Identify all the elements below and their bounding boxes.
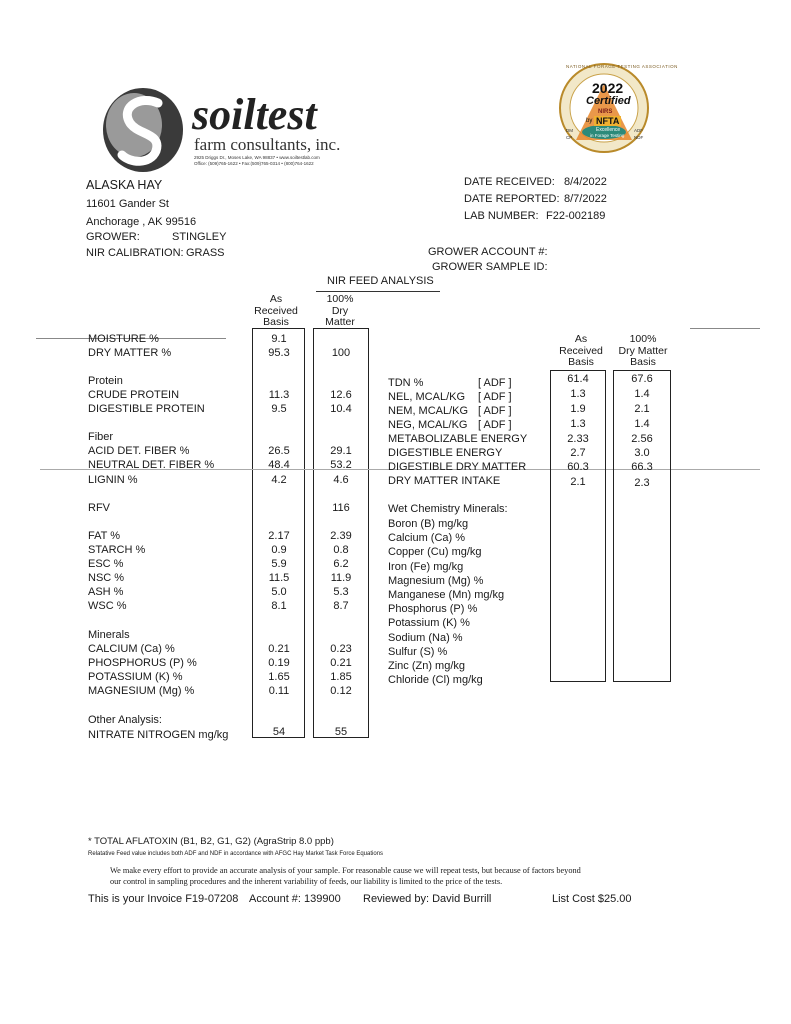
header-line: Matter [325,316,355,328]
row-label: LIGNIN % [88,474,138,486]
list-item: Copper (Cu) mg/kg [388,546,482,559]
left-header-as-received [248,294,304,329]
row-dry-matter: 0.23 [330,643,352,655]
row-as-received: 61.4 [567,373,589,385]
row-label: CALCIUM (Ca) % [88,643,175,655]
date-reported-label: DATE REPORTED: [464,193,560,205]
row-as-received: 48.4 [268,459,290,471]
wet-chemistry-list [388,517,504,687]
row-dry-matter: 11.9 [330,572,352,584]
client-street: 11601 Gander St [86,198,169,210]
row-dry-matter: 12.6 [330,389,352,401]
list-item: Zinc (Zn) mg/kg [388,660,466,673]
header-line: Dry [331,304,349,317]
row-as-received: 5.9 [271,558,287,570]
section-heading: Minerals [88,629,130,641]
row-dry-matter: 29.1 [330,445,352,457]
grower-sample-label: GROWER SAMPLE ID: [432,261,548,273]
row-dry-matter: 55 [334,726,348,738]
row-dry-matter: 2.56 [631,433,653,445]
row-as-received: 1.3 [570,388,586,400]
row-label: NEL, MCAL/KG [388,391,466,403]
section-heading: Fiber [88,431,114,443]
row-as-received: 26.5 [268,445,290,457]
list-item: Phosphorus (P) % [388,603,478,616]
row-as-received: 54 [272,726,286,738]
row-dry-matter: 10.4 [330,403,352,415]
company-address: 2925 Driggs Dr., Moses Lake, WA 98837 • www.soiltestlab.com [194,155,320,160]
row-dry-matter: 2.1 [634,403,650,415]
list-item: Boron (B) mg/kg [388,518,469,530]
row-label: MOISTURE % [88,333,159,345]
row-dry-matter: 4.6 [333,474,349,486]
row-dry-matter: 2.39 [330,530,352,542]
seal-dm: DM [566,128,573,133]
row-dry-matter: 53.2 [330,459,352,471]
list-item: Magnesium (Mg) % [388,574,484,587]
row-method-tag: [ ADF ] [478,377,512,389]
row-label: NSC % [88,572,125,584]
row-dry-matter: 1.85 [330,671,352,683]
list-item: Calcium (Ca) % [388,532,466,545]
nir-calibration-label: NIR CALIBRATION: [86,247,184,259]
list-cost: List Cost $25.00 [552,893,632,905]
row-as-received: 8.1 [271,600,287,612]
company-logo [100,85,360,180]
row-as-received: 5.0 [271,586,287,598]
date-received-label: DATE RECEIVED: [464,176,555,188]
row-label: CRUDE PROTEIN [88,389,180,401]
seal-nfta: NFTA [596,116,620,126]
row-dry-matter: 66.3 [631,461,653,473]
row-label: NEUTRAL DET. FIBER % [88,459,215,471]
row-label: METABOLIZABLE ENERGY [388,433,528,445]
row-as-received: 9.5 [271,403,287,415]
section-heading: Protein [88,375,123,387]
row-label: WSC % [88,600,127,612]
row-dry-matter: 0.21 [330,657,352,669]
row-as-received: 2.1 [570,476,586,488]
row-label: PHOSPHORUS (P) % [88,657,197,669]
header-line: Basis [263,316,289,328]
company-phone: Office: (509)765-1622 • Fax:(509)765-0314 • (800)764-1622 [194,161,314,166]
seal-arc-text: NATIONAL FORAGE TESTING ASSOCIATION [566,64,678,69]
header-line: As [269,293,283,305]
row-dry-matter: 0.12 [330,685,352,697]
row-label: DIGESTIBLE PROTEIN [88,403,205,415]
row-method-tag: [ ADF ] [478,391,512,403]
reviewed-by: Reviewed by: David Burrill [363,893,492,905]
nir-calibration-value: GRASS [186,247,225,259]
lab-number-value: F22-002189 [546,210,606,222]
row-label: NEM, MCAL/KG [388,405,469,417]
list-item: Manganese (Mn) mg/kg [388,589,505,602]
list-item: Sodium (Na) % [388,631,463,644]
row-as-received: 95.3 [268,347,290,359]
row-label: DRY MATTER INTAKE [388,475,501,487]
seal-ndf: NDF [634,135,644,140]
seal-excellence: Excellence [596,127,621,133]
row-method-tag: [ ADF ] [478,405,512,417]
row-label: NEG, MCAL/KG [388,419,468,431]
row-dry-matter: 0.8 [333,544,349,556]
row-label: DRY MATTER % [88,347,172,359]
row-as-received: 0.21 [268,643,290,655]
company-subtitle: farm consultants, inc. [194,135,341,154]
header-line: Dry Matter [618,344,668,357]
nfta-certification-seal [558,62,678,154]
wet-chemistry-title: Wet Chemistry Minerals: [388,503,508,515]
row-label: TDN % [388,377,424,389]
right-as-received-column-box [550,370,606,682]
list-item: Sulfur (S) % [388,645,448,658]
row-label: ASH % [88,586,124,598]
row-label: NITRATE NITROGEN mg/kg [88,729,229,741]
row-dry-matter: 2.3 [634,477,650,489]
account-number: Account #: 139900 [249,893,341,905]
right-dry-matter-column-box [613,370,671,682]
row-dry-matter: 100 [331,347,351,359]
row-label: MAGNESIUM (Mg) % [88,685,195,697]
row-label: DIGESTIBLE DRY MATTER [388,461,527,473]
row-as-received: 2.33 [567,433,589,445]
soiltest-s-emblem-icon [100,85,186,175]
row-as-received: 11.3 [268,389,290,401]
row-dry-matter: 67.6 [631,373,653,385]
list-item: Iron (Fe) mg/kg [388,560,464,573]
aflatoxin-note: * TOTAL AFLATOXIN (B1, B2, G1, G2) (AgraStrip 8.0 ppb) [88,836,334,847]
row-dry-matter: 1.4 [634,418,650,430]
row-label: ESC % [88,558,124,570]
grower-value: STINGLEY [172,231,227,243]
row-label: POTASSIUM (K) % [88,671,183,683]
grower-label: GROWER: [86,231,140,243]
rfv-note: Relatative Feed value includes both ADF and NDF in accordance with AFGC Hay Market Task Force Equations [88,851,384,857]
row-dry-matter: 8.7 [333,600,349,612]
section-heading: Other Analysis: [88,714,162,726]
row-label: FAT % [88,530,120,542]
seal-cp: CP [566,135,573,140]
header-line: 100% [629,333,657,345]
row-as-received: 11.5 [268,572,290,584]
header-line: Basis [568,356,594,368]
row-as-received: 1.9 [570,403,586,415]
list-item: Chloride (Cl) mg/kg [388,674,483,687]
row-label: DIGESTIBLE ENERGY [388,447,503,459]
row-label: STARCH % [88,544,146,556]
left-header-dry-matter [312,294,368,329]
right-header-as-received [552,334,610,369]
right-header-dry-matter [612,334,674,369]
scan-line [690,328,760,329]
row-method-tag: [ ADF ] [478,419,512,431]
header-line: Basis [630,356,656,368]
row-dry-matter: 3.0 [634,447,650,459]
seal-by: by [586,118,593,124]
row-as-received: 60.3 [567,461,589,473]
header-line: Received [559,344,603,357]
date-received-value: 8/4/2022 [564,176,607,188]
grower-account-label: GROWER ACCOUNT #: [428,246,548,258]
row-dry-matter: 5.3 [333,586,349,598]
company-name: soiltest [192,90,317,139]
client-city: Anchorage , AK 99516 [86,216,197,228]
row-as-received: 0.11 [268,685,290,697]
header-line: As [574,333,588,345]
row-as-received: 2.17 [268,530,290,542]
row-as-received: 2.7 [570,447,586,459]
row-as-received: 0.9 [271,544,287,556]
title-underline [316,291,440,292]
seal-year: 2022 [592,80,624,96]
row-as-received: 1.65 [268,671,290,683]
header-line: Received [254,304,298,317]
row-as-received: 4.2 [271,474,287,486]
invoice-number: This is your Invoice F19-07208 [88,893,239,905]
seal-excellence2: in Forage Testing [590,133,625,138]
certification-seal-icon [558,62,650,154]
client-name: ALASKA HAY [86,178,163,192]
row-dry-matter: 1.4 [634,388,650,400]
disclaimer-line-2: our control in sampling procedures and the inherent variability of feeds, our liability is limited to the price of the tests. [110,877,503,886]
row-as-received: 1.3 [570,418,586,430]
date-reported-value: 8/7/2022 [564,193,607,205]
row-label: ACID DET. FIBER % [88,445,190,457]
disclaimer-line-1: We make every effort to provide an accurate analysis of your sample. For reasonable cause we will repeat tests, but because of factors beyond [110,866,581,875]
row-dry-matter: 6.2 [333,558,349,570]
list-item: Potassium (K) % [388,617,470,630]
row-as-received: 0.19 [268,657,290,669]
seal-adf: ADF [634,128,643,133]
seal-certified: Certified [586,95,631,107]
row-as-received: 9.1 [271,333,287,345]
seal-nirs: NIRS [598,109,613,115]
lab-number-label: LAB NUMBER: [464,210,539,222]
row-dry-matter: 116 [332,502,350,514]
row-label: RFV [88,502,110,514]
nir-feed-analysis-title: NIR FEED ANALYSIS [327,275,434,287]
header-line: 100% [326,293,354,305]
